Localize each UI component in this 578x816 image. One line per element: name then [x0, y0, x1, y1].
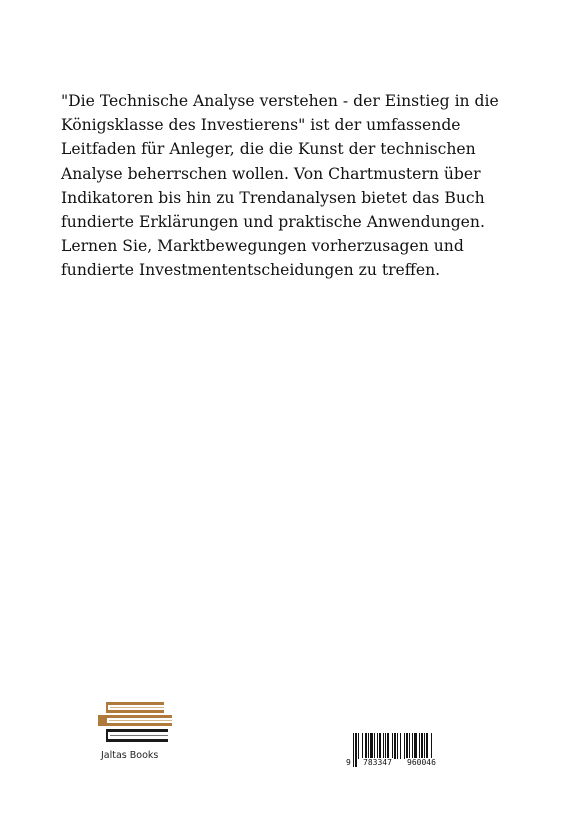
blurb-line: Analyse beherrschen wollen. Von Chartmustern über	[61, 164, 481, 183]
barcode-bar	[387, 733, 389, 759]
blurb-line: Königsklasse des Investierens" ist der umfassende	[61, 116, 461, 135]
barcode-bar	[404, 733, 405, 759]
barcode-bar	[409, 733, 410, 759]
isbn-barcode	[345, 733, 451, 769]
barcode-bar	[385, 733, 386, 759]
barcode-bar	[424, 733, 425, 759]
blurb-line: Lernen Sie, Marktbewegungen vorherzusagen und	[61, 237, 464, 256]
blurb-line: Leitfaden für Anleger, die die Kunst der technischen	[61, 140, 476, 159]
barcode-bar	[374, 733, 375, 759]
barcode-bar	[400, 733, 401, 759]
barcode-bar	[414, 733, 417, 759]
book-top	[106, 702, 164, 705]
barcode-bar	[419, 733, 420, 759]
barcode-bar	[394, 733, 396, 759]
barcode-bar	[358, 733, 359, 759]
barcode-group-left: 783347	[363, 758, 392, 767]
barcode-bar	[383, 733, 384, 759]
barcode-bar	[406, 733, 408, 759]
barcode-bar	[412, 733, 413, 759]
barcode-bar	[368, 733, 369, 759]
barcode-bar	[421, 733, 423, 759]
back-cover-blurb	[61, 89, 531, 283]
blurb-line: "Die Technische Analyse verstehen - der Einstieg in die	[61, 92, 499, 110]
book-middle	[98, 715, 172, 718]
barcode-bar	[377, 733, 378, 759]
barcode-bar	[355, 733, 357, 767]
barcode-bar	[353, 733, 354, 767]
barcode-group-right: 960046	[407, 758, 436, 767]
blurb-line: Indikatoren bis hin zu Trendanalysen bietet das Buch	[61, 188, 485, 207]
barcode-bar	[397, 733, 398, 759]
stacked-books-icon	[94, 698, 176, 750]
barcode-bar	[365, 733, 367, 759]
blurb-line: fundierte Erklärungen und praktische Anwendungen.	[61, 213, 485, 232]
book-bottom	[106, 729, 168, 732]
publisher-name: Jaltas Books	[101, 750, 159, 761]
blurb-line: fundierte Investmententscheidungen zu treffen.	[61, 261, 441, 280]
barcode-prefix-digit: 9	[346, 758, 351, 767]
barcode-bar	[362, 733, 363, 759]
barcode-bar	[370, 733, 373, 759]
barcode-bar	[379, 733, 381, 759]
